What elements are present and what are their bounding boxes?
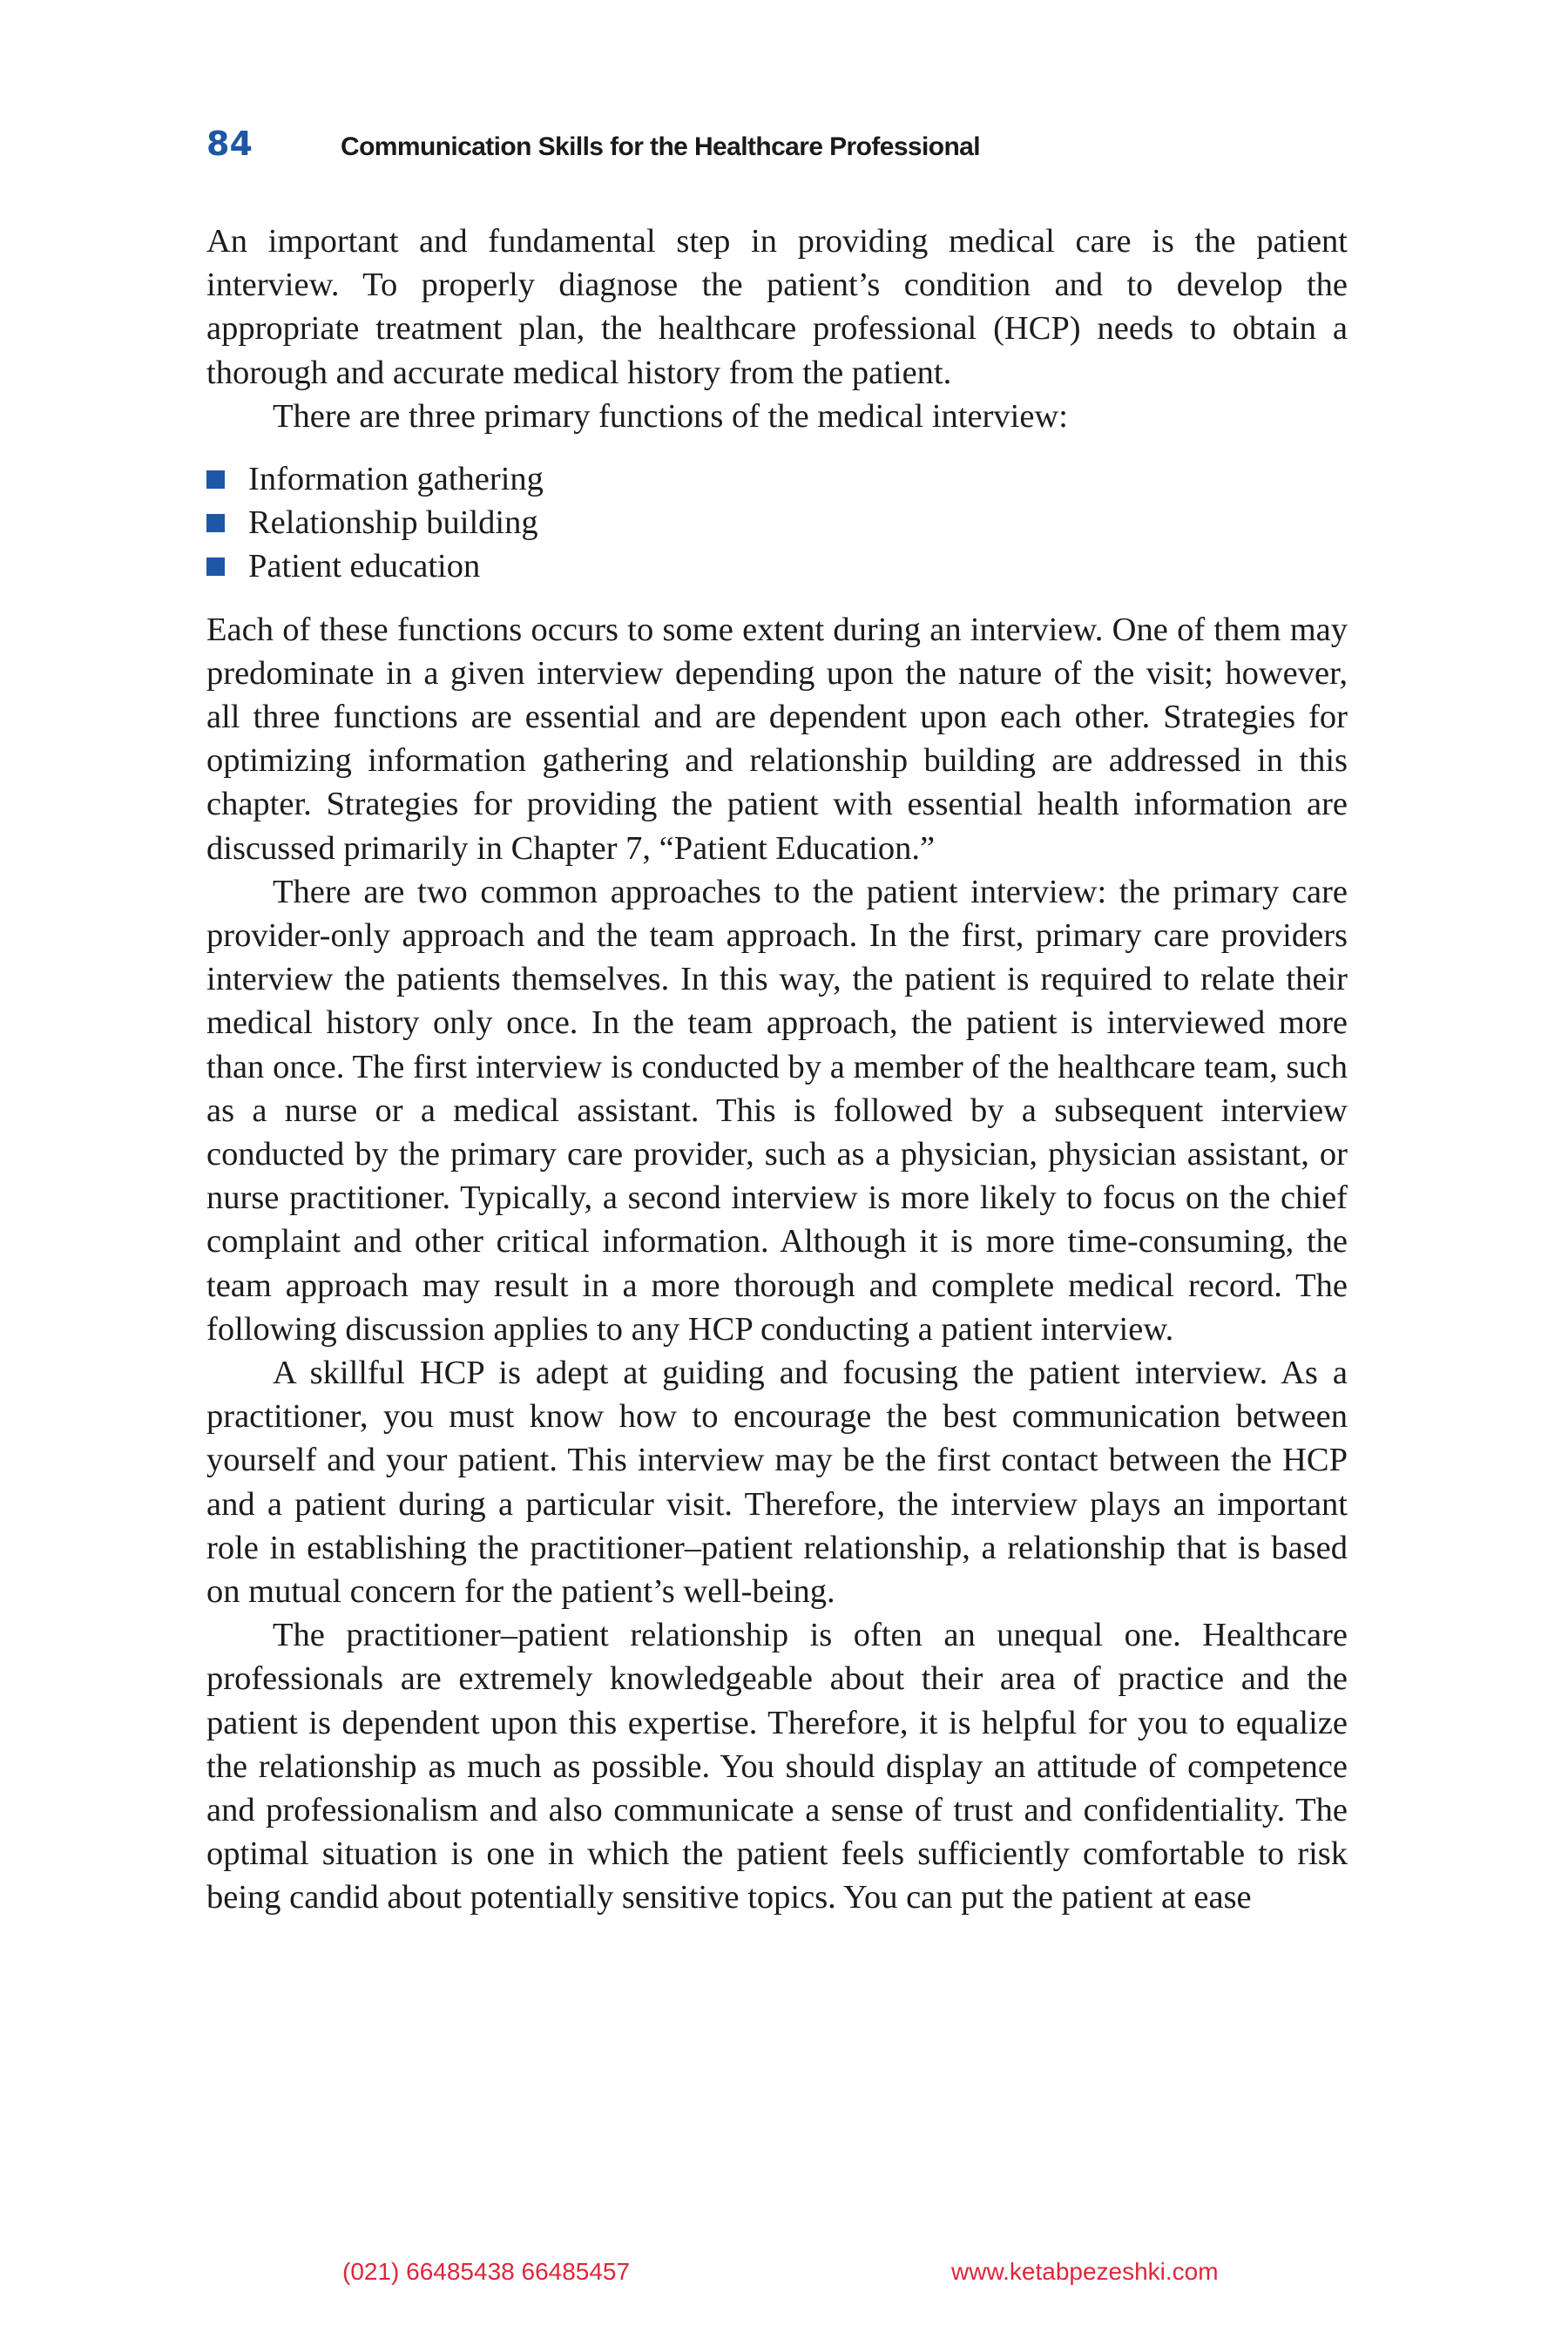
functions-list [206,457,1348,589]
bullet-square-icon [206,470,225,489]
bullet-square-icon [206,514,225,532]
list-item-label: Information gathering [248,461,544,498]
list-item-label: Relationship building [248,504,538,542]
paragraph-interview-approaches: There are two common approaches to the patient interview: the primary care provider-only approach and the team approach. In the first, primary care providers interview the patients themselves. In this way, the patient is required to relate their medical history only once. In the team approach, the patient is interviewed more than once. The first interview is conducted by a member of the healthcare team, such as a nurse or a medical assistant. This is followed by a subsequent interview conducted by the primary care provider, such as a physician, physician assistant, or nurse practitioner. Typically, a second interview is more likely to focus on the chief complaint and other critical information. Although it is more time-consuming, the team approach may result in a more thorough and complete medical record. The following discussion applies to any HCP conducting a patient interview. [206,873,1348,1348]
page-header [206,125,1348,170]
running-title: Communication Skills for the Healthcare Professional [341,132,980,161]
intro-paragraph: An important and fundamental step in providing medical care is the patient interview. To properly diagnose the patient’s condition and to develop the appropriate treatment plan, the healthcare professional (HCP) needs to obtain a thorough and accurate medical history from the patient. [206,223,1348,391]
page-footer [0,2258,1568,2293]
page-body [206,220,1348,1920]
bullet-square-icon [206,558,225,576]
paragraph-skillful-hcp: A skillful HCP is adept at guiding and focusing the patient interview. As a practitioner, you must know how to encourage the best communication between yourself and your patient. This interview may be the first contact between the HCP and a patient during a particular visit. Therefore, the interview plays an important role in establishing the practitioner–patient relationship, a relationship that is based on mutual concern for the patient’s well-being. [206,1355,1348,1611]
paragraph-functions-overview: Each of these functions occurs to some extent during an interview. One of them may predominate in a given interview depending upon the nature of the visit; however, all three functions are essential and are dependent upon each other. Strategies for optimizing information gathering and relationship building are addressed in this chapter. Strategies for providing the patient with essential health information are discussed primarily in Chapter 7, “Patient Education.” [206,611,1348,867]
list-item [206,544,1348,588]
page-number: 84 [206,125,253,163]
list-item [206,501,1348,544]
functions-intro-paragraph: There are three primary functions of the medical interview: [273,397,1068,435]
list-item [206,457,1348,501]
list-item-label: Patient education [248,548,481,585]
paragraph-practitioner-relationship: The practitioner–patient relationship is often an unequal one. Healthcare professionals are extremely knowledgeable about their area of practice and the patient is dependent upon this expertise. Therefore, it is helpful for you to equalize the relationship as much as possible. You should display an attitude of competence and professionalism and also communicate a sense of trust and confidentiality. The optimal situation is one in which the patient feels sufficiently comfortable to risk being candid about potentially sensitive topics. You can put the patient at ease [206,1617,1348,1916]
footer-phone-numbers: (021) 66485438 66485457 [342,2258,631,2285]
footer-website-link[interactable]: www.ketabpezeshki.com [951,2258,1219,2285]
